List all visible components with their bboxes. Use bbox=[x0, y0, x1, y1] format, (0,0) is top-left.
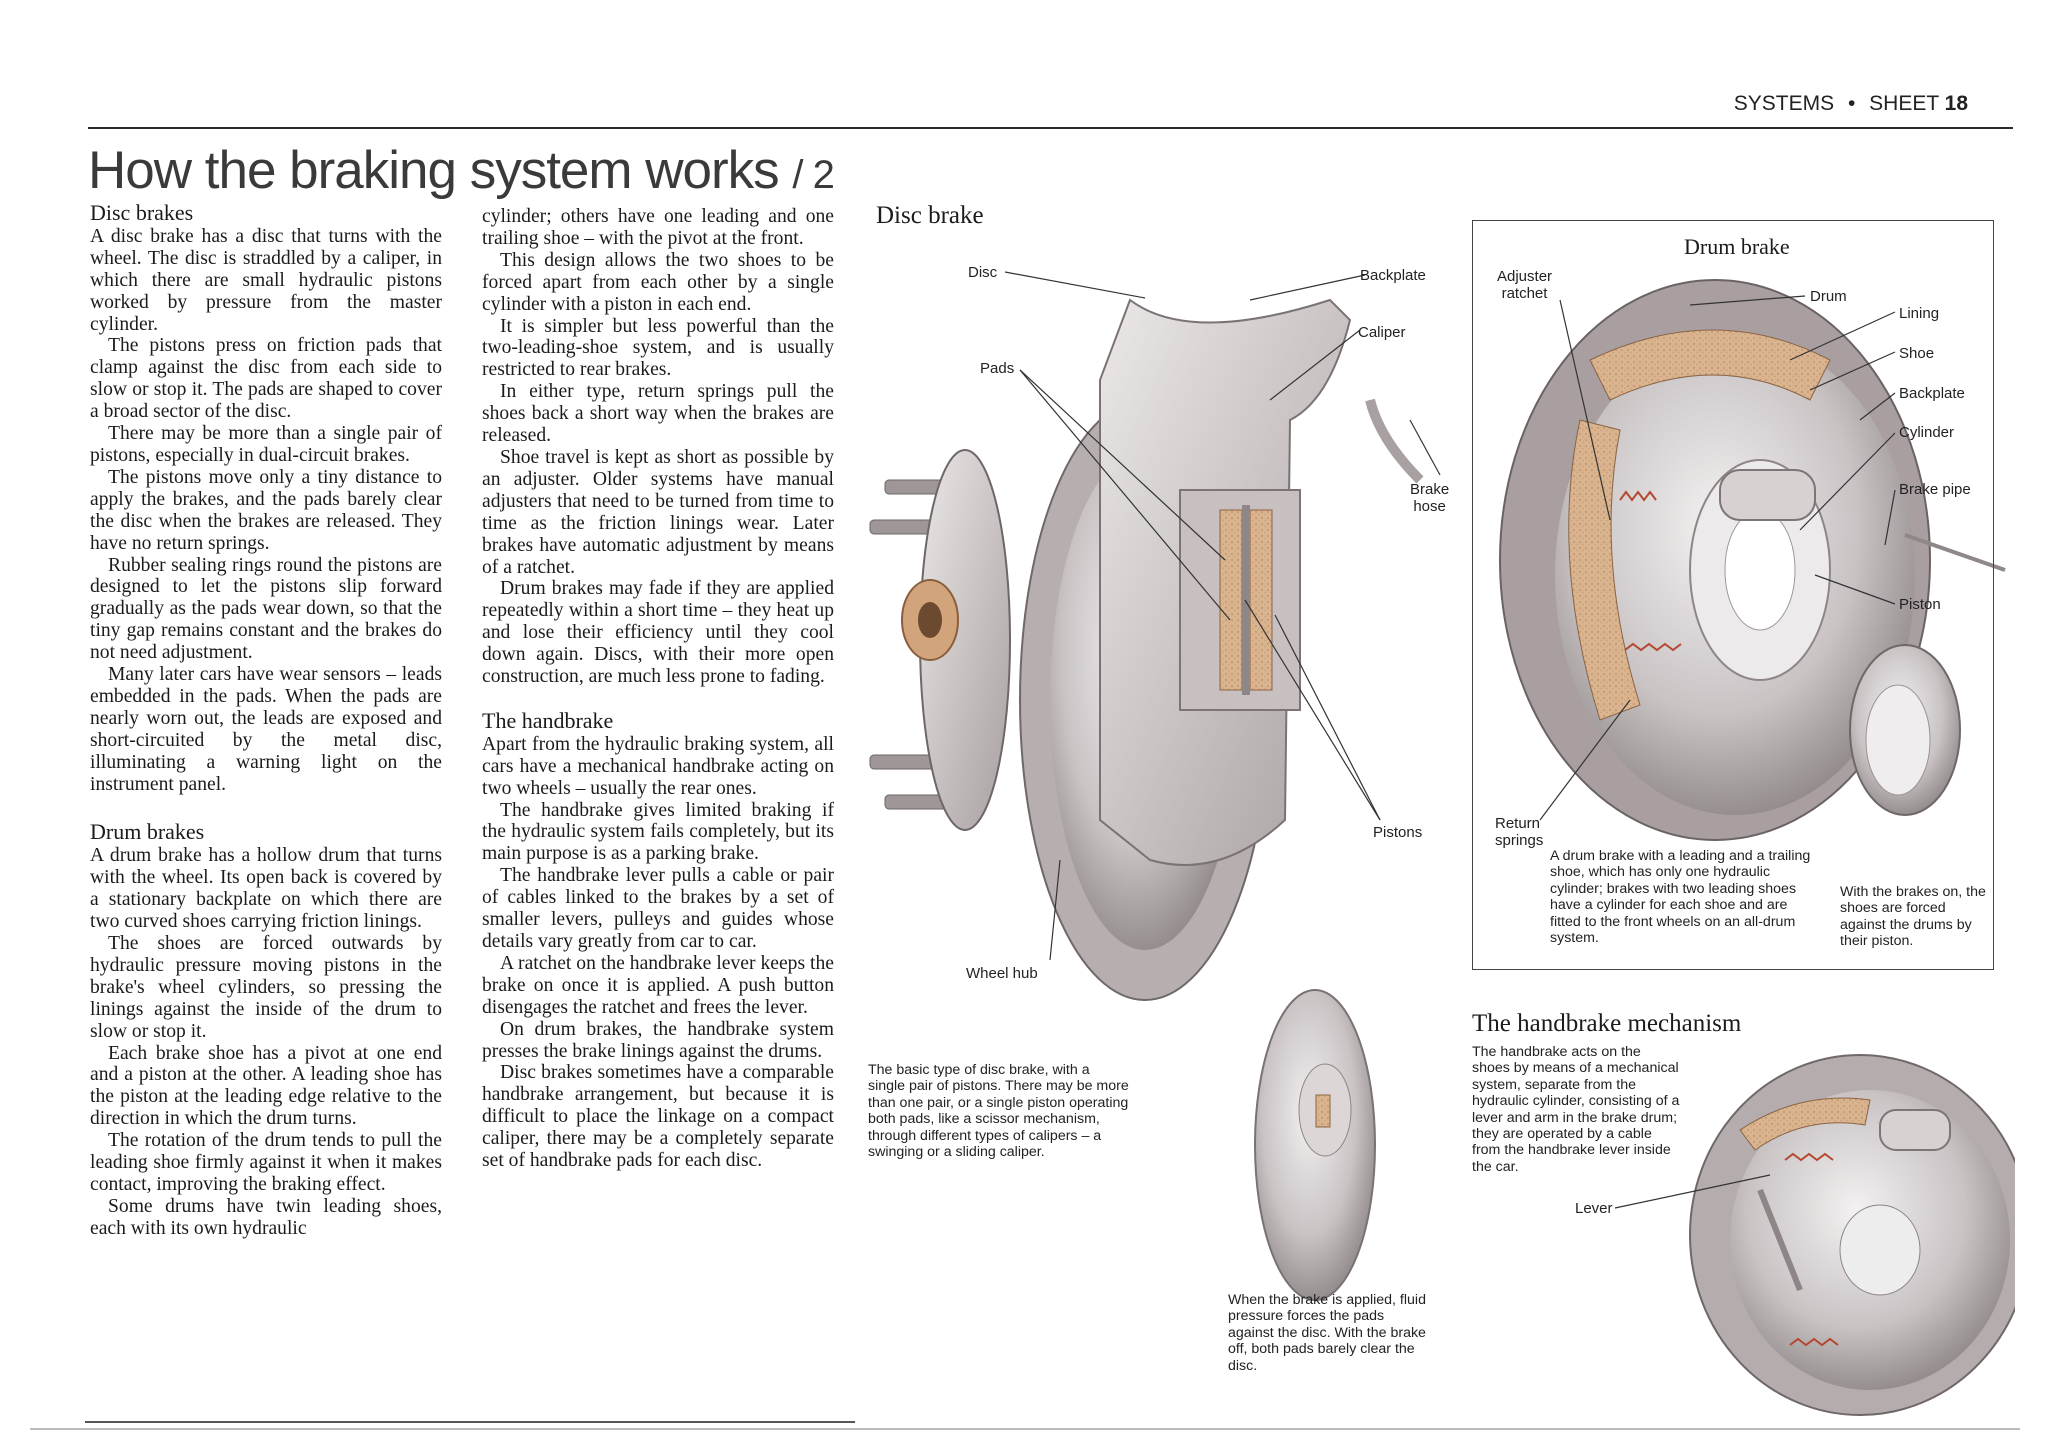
label-lever: Lever bbox=[1575, 1200, 1613, 1217]
title-suffix: / 2 bbox=[792, 153, 834, 197]
disc-brake-caption: The basic type of disc brake, with a single pair of pistons. There may be more than one pair, or a single piston operating both pads, like a scissor mechanism, through different types of calipers – a swinging or a sliding caliper. bbox=[868, 1062, 1129, 1161]
paragraph: The handbrake lever pulls a cable or pair of cables linked to the brakes by a set of smaller levers, pulleys and guides whose details vary greatly from car to car. bbox=[482, 865, 834, 952]
text-column-2 bbox=[482, 206, 834, 1172]
sheet-number: 18 bbox=[1944, 92, 1968, 115]
label-adjuster-ratchet bbox=[1497, 268, 1552, 302]
paragraph: On drum brakes, the handbrake system presses the brake linings against the drums. bbox=[482, 1018, 834, 1062]
paragraph: Shoe travel is kept as short as possible by an adjuster. Older systems have manual adjusters that need to be turned from time to time as the friction linings wear. Later brakes have automatic adjustment by means of a ratchet. bbox=[482, 446, 834, 578]
disc-brake-drawing bbox=[870, 300, 1423, 1000]
label-brake-hose-line1: Brake bbox=[1410, 481, 1450, 498]
top-rule bbox=[88, 127, 2013, 129]
paragraph: A drum brake has a hollow drum that turns with the wheel. Its open back is covered by a stationary backplate on which there are two curved shoes carrying friction linings. bbox=[90, 845, 442, 933]
paragraph: In either type, return springs pull the shoes back a short way when the brakes are released. bbox=[482, 381, 834, 447]
label-brake-hose-line2: hose bbox=[1413, 498, 1446, 515]
paragraph: The pistons move only a tiny distance to apply the brakes, and the pads barely clear the disc when the brakes are released. They have no return springs. bbox=[90, 466, 442, 554]
disc-brake-title: Disc brake bbox=[876, 202, 984, 229]
label-return-line1: Return bbox=[1495, 815, 1541, 832]
paragraph: It is simpler but less powerful than the two-leading-shoe system, and is usually restricted to rear brakes. bbox=[482, 315, 834, 381]
label-piston: Piston bbox=[1899, 596, 1941, 613]
paragraph: This design allows the two shoes to be forced apart from each other by a single cylinder with a piston in each end. bbox=[482, 249, 834, 315]
label-brake-pipe: Brake pipe bbox=[1899, 481, 1971, 498]
paragraph: Drum brakes may fade if they are applied repeatedly within a short time – they heat up and lose their efficiency until they cool down again. Discs, with their more open construction, are much less prone to fading. bbox=[482, 578, 834, 688]
label-adjuster-line2: ratchet bbox=[1501, 285, 1548, 302]
heading-drum-brakes: Drum brakes bbox=[90, 819, 205, 845]
handbrake-drawing bbox=[1690, 1055, 2015, 1415]
section-name: SYSTEMS bbox=[1733, 92, 1835, 115]
label-backplate: Backplate bbox=[1360, 267, 1426, 284]
handbrake-mechanism-title: The handbrake mechanism bbox=[1472, 1010, 1742, 1037]
label-disc: Disc bbox=[968, 264, 998, 281]
bottom-rule-left bbox=[85, 1421, 855, 1423]
label-lining: Lining bbox=[1899, 305, 1940, 322]
drum-brake-title: Drum brake bbox=[1684, 234, 1790, 259]
sheet-word: SHEET bbox=[1869, 92, 1939, 115]
drum-brake-caption-2: With the brakes on, the shoes are forced against the drums by their piston. bbox=[1840, 884, 1986, 950]
heading-handbrake: The handbrake bbox=[482, 707, 614, 733]
label-cylinder: Cylinder bbox=[1899, 424, 1955, 441]
bottom-rule bbox=[30, 1428, 2020, 1430]
label-caliper: Caliper bbox=[1358, 324, 1406, 341]
label-shoe: Shoe bbox=[1899, 345, 1935, 362]
label-backplate-drum: Backplate bbox=[1899, 385, 1965, 402]
title-main: How the braking system works bbox=[88, 141, 779, 200]
label-return-springs bbox=[1495, 815, 1543, 849]
label-pistons: Pistons bbox=[1373, 824, 1423, 841]
paragraph: There may be more than a single pair of pistons, especially in dual-circuit brakes. bbox=[90, 423, 442, 466]
paragraph: cylinder; others have one leading and one trailing shoe – with the pivot at the front. bbox=[482, 206, 834, 249]
label-adjuster-line1: Adjuster bbox=[1497, 268, 1553, 285]
handbrake-caption: The handbrake acts on the shoes by means of a mechanical system, separate from the hydraulic cylinder, consisting of a lever and arm in the brake drum; they are operated by a cable from the handbrake lever inside the car. bbox=[1472, 1044, 1680, 1175]
paragraph: Rubber sealing rings round the pistons are designed to let the pistons slip forward gradually as the pads wear down, so that the tiny gap remains constant and the brakes do not need adjustment. bbox=[90, 554, 442, 664]
drum-brake-caption: A drum brake with a leading and a trailing shoe, which has only one hydraulic cylinder; brakes with two leading shoes have a cylinder for each shoe and are fitted to the front wheels on an all-drum system. bbox=[1550, 848, 1811, 947]
label-return-line2: springs bbox=[1495, 832, 1544, 849]
label-drum: Drum bbox=[1810, 288, 1847, 305]
paragraph: A disc brake has a disc that turns with the wheel. The disc is straddled by a caliper, in which there are small hydraulic pistons worked by pressure from the master cylinder. bbox=[90, 225, 442, 335]
paragraph: The pistons press on friction pads that clamp against the disc from each side to slow or stop it. The pads are shaped to cover a broad sector of the disc. bbox=[90, 335, 442, 423]
label-brake-hose bbox=[1410, 481, 1449, 515]
paragraph: Disc brakes sometimes have a comparable handbrake arrangement, but because it is difficult to place the linkage on a compact caliper, there may be a completely separate set of handbrake pads for each disc. bbox=[482, 1062, 834, 1172]
text-column-1 bbox=[90, 202, 442, 1240]
sheet-label bbox=[1734, 92, 1968, 116]
paragraph: Some drums have twin leading shoes, each with its own hydraulic bbox=[90, 1195, 442, 1239]
page-title bbox=[88, 140, 834, 201]
paragraph: A ratchet on the handbrake lever keeps the brake on once it is applied. A push button disengages the ratchet and frees the lever. bbox=[482, 952, 834, 1018]
paragraph: Apart from the hydraulic braking system, all cars have a mechanical handbrake acting on two wheels – usually the rear ones. bbox=[482, 733, 834, 799]
paragraph: The handbrake gives limited braking if the hydraulic system fails completely, but its main purpose is as a parking brake. bbox=[482, 799, 834, 865]
label-pads: Pads bbox=[980, 360, 1015, 377]
small-disc-drawing bbox=[1255, 990, 1375, 1300]
separator-dot: • bbox=[1847, 92, 1856, 115]
label-wheel-hub: Wheel hub bbox=[966, 965, 1038, 982]
paragraph: The rotation of the drum tends to pull the leading shoe firmly against it when it makes contact, improving the braking effect. bbox=[90, 1130, 442, 1195]
heading-disc-brakes: Disc brakes bbox=[90, 200, 194, 225]
paragraph: Many later cars have wear sensors – leads embedded in the pads. When the pads are nearly worn out, the leads are exposed and short-circuited by the metal disc, illuminating a warning light on the instrument panel. bbox=[90, 664, 442, 795]
paragraph: Each brake shoe has a pivot at one end and a piston at the other. A leading shoe has the piston at the leading edge relative to the direction in which the drum turns. bbox=[90, 1042, 442, 1130]
applied-disc-caption: When the brake is applied, fluid pressure forces the pads against the disc. With the brake off, both pads barely clear the disc. bbox=[1228, 1292, 1426, 1374]
paragraph: The shoes are forced outwards by hydraulic pressure moving pistons in the brake's wheel cylinders, so pressing the linings against the inside of the drum to slow or stop it. bbox=[90, 933, 442, 1042]
